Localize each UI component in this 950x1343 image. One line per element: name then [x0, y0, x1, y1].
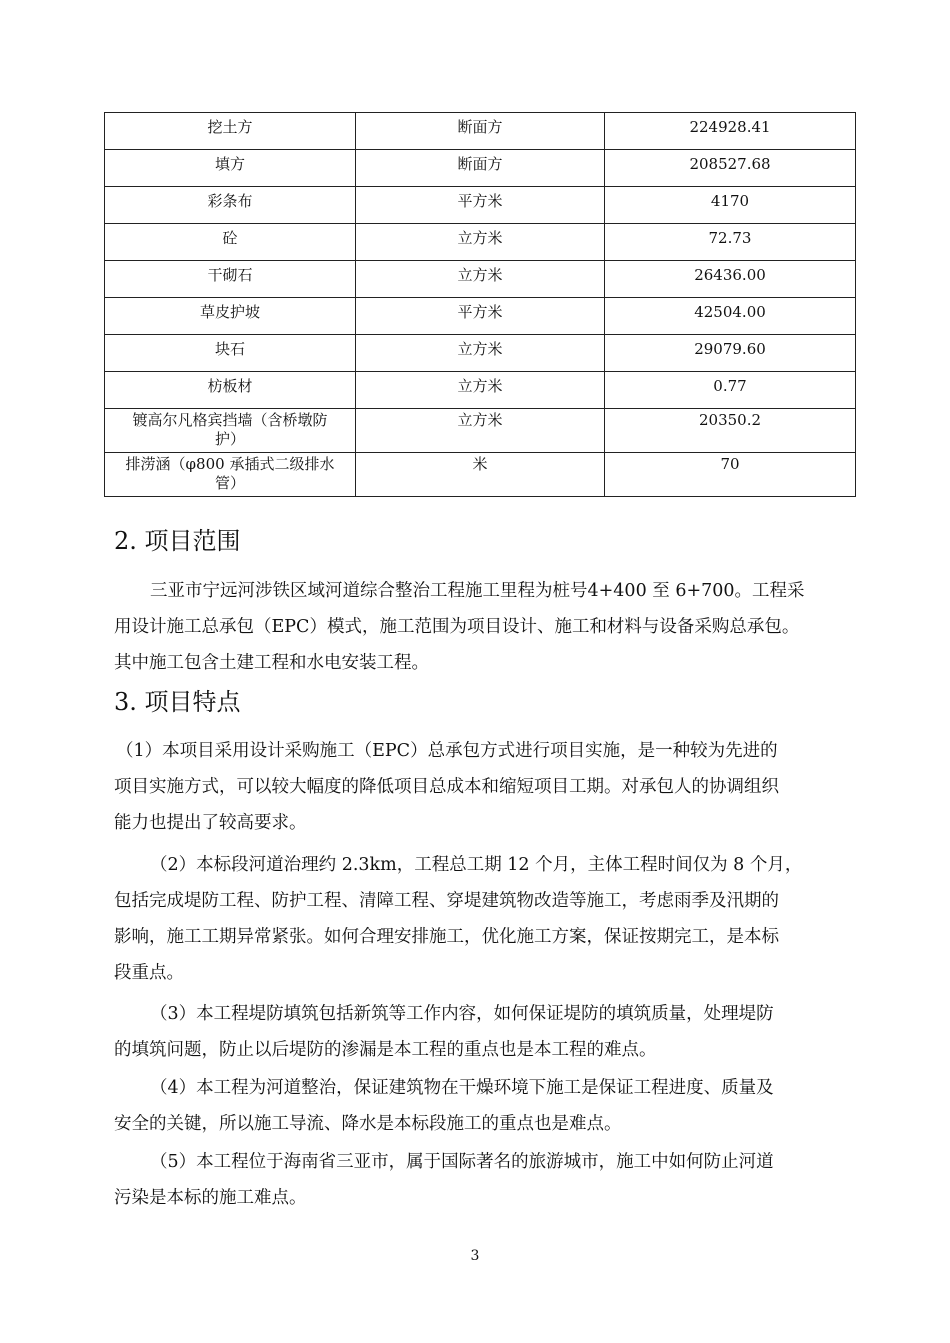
quantity-cell: 72.73	[605, 224, 856, 261]
table-row	[105, 335, 856, 372]
item-cell: 干砌石	[105, 261, 356, 298]
item-cell-line: 管）	[214, 474, 245, 492]
paragraph-line: 污染是本标的施工难点。	[114, 1188, 307, 1208]
unit-cell: 立方米	[356, 335, 605, 372]
table-row	[105, 261, 856, 298]
table-row	[105, 372, 856, 409]
item-cell-line: 护）	[214, 430, 245, 448]
item-cell-line: 排涝涵（φ800 承插式二级排水	[125, 455, 335, 473]
paragraph-line: 的填筑问题，防止以后堤防的渗漏是本工程的重点也是本工程的难点。	[114, 1040, 657, 1060]
item-cell	[105, 409, 356, 453]
table-row	[105, 113, 856, 150]
item-cell	[105, 453, 356, 497]
quantity-cell: 224928.41	[605, 113, 856, 150]
item-cell: 挖土方	[105, 113, 356, 150]
paragraph-line: 项目实施方式，可以较大幅度的降低项目总成本和缩短项目工期。对承包人的协调组织	[114, 777, 779, 797]
item-cell: 草皮护坡	[105, 298, 356, 335]
unit-cell: 立方米	[356, 261, 605, 298]
item-cell: 砼	[105, 224, 356, 261]
quantity-cell: 4170	[605, 187, 856, 224]
paragraph-line: 其中施工包含土建工程和水电安装工程。	[114, 653, 429, 673]
paragraph-line: 包括完成堤防工程、防护工程、清障工程、穿堤建筑物改造等施工，考虑雨季及汛期的	[114, 891, 779, 911]
quantity-cell: 0.77	[605, 372, 856, 409]
feature-item-1	[114, 733, 844, 841]
paragraph-line: （4）本工程为河道整治，保证建筑物在干燥环境下施工是保证工程进度、质量及	[150, 1078, 774, 1098]
table-row	[105, 187, 856, 224]
unit-cell: 立方米	[356, 409, 605, 453]
item-cell: 彩条布	[105, 187, 356, 224]
unit-cell: 米	[356, 453, 605, 497]
quantity-cell: 42504.00	[605, 298, 856, 335]
paragraph-line: （5）本工程位于海南省三亚市，属于国际著名的旅游城市，施工中如何防止河道	[150, 1152, 774, 1172]
unit-cell: 立方米	[356, 224, 605, 261]
quantity-cell: 208527.68	[605, 150, 856, 187]
item-cell: 填方	[105, 150, 356, 187]
quantity-cell: 26436.00	[605, 261, 856, 298]
quantity-cell: 70	[605, 453, 856, 497]
quantity-cell: 20350.2	[605, 409, 856, 453]
paragraph-line: （1）本项目采用设计采购施工（EPC）总承包方式进行项目实施，是一种较为先进的	[116, 741, 778, 761]
scope-paragraph	[114, 573, 844, 681]
paragraph-line: 安全的关键，所以施工导流、降水是本标段施工的重点也是难点。	[114, 1114, 622, 1134]
item-cell: 枋板材	[105, 372, 356, 409]
table-row	[105, 150, 856, 187]
unit-cell: 断面方	[356, 113, 605, 150]
section-heading-scope: 2. 项目范围	[114, 527, 241, 555]
table-row	[105, 453, 856, 497]
table-row	[105, 224, 856, 261]
quantity-table	[104, 112, 856, 497]
paragraph-line: 三亚市宁远河涉铁区域河道综合整治工程施工里程为桩号4+400 至 6+700。工程采	[150, 581, 805, 601]
item-cell-line: 镀高尔凡格宾挡墙（含桥墩防	[132, 411, 328, 429]
table-row	[105, 409, 856, 453]
quantity-cell: 29079.60	[605, 335, 856, 372]
paragraph-line: 段重点。	[114, 963, 184, 983]
page-number: 3	[470, 1248, 480, 1264]
paragraph-line: 用设计施工总承包（EPC）模式，施工范围为项目设计、施工和材料与设备采购总承包。	[114, 617, 800, 637]
feature-item-5	[114, 1144, 844, 1216]
section-heading-features: 3. 项目特点	[114, 688, 241, 716]
paragraph-line: 能力也提出了较高要求。	[114, 813, 307, 833]
item-cell: 块石	[105, 335, 356, 372]
unit-cell: 平方米	[356, 187, 605, 224]
feature-item-4	[114, 1070, 844, 1142]
feature-item-3	[114, 996, 844, 1068]
unit-cell: 立方米	[356, 372, 605, 409]
table-row	[105, 298, 856, 335]
feature-item-2	[114, 847, 844, 991]
paragraph-line: （2）本标段河道治理约 2.3km，工程总工期 12 个月，主体工程时间仅为 8 个月，	[150, 855, 803, 875]
unit-cell: 平方米	[356, 298, 605, 335]
paragraph-line: 影响，施工工期异常紧张。如何合理安排施工，优化施工方案，保证按期完工，是本标	[114, 927, 779, 947]
unit-cell: 断面方	[356, 150, 605, 187]
paragraph-line: （3）本工程堤防填筑包括新筑等工作内容，如何保证堤防的填筑质量，处理堤防	[150, 1004, 774, 1024]
